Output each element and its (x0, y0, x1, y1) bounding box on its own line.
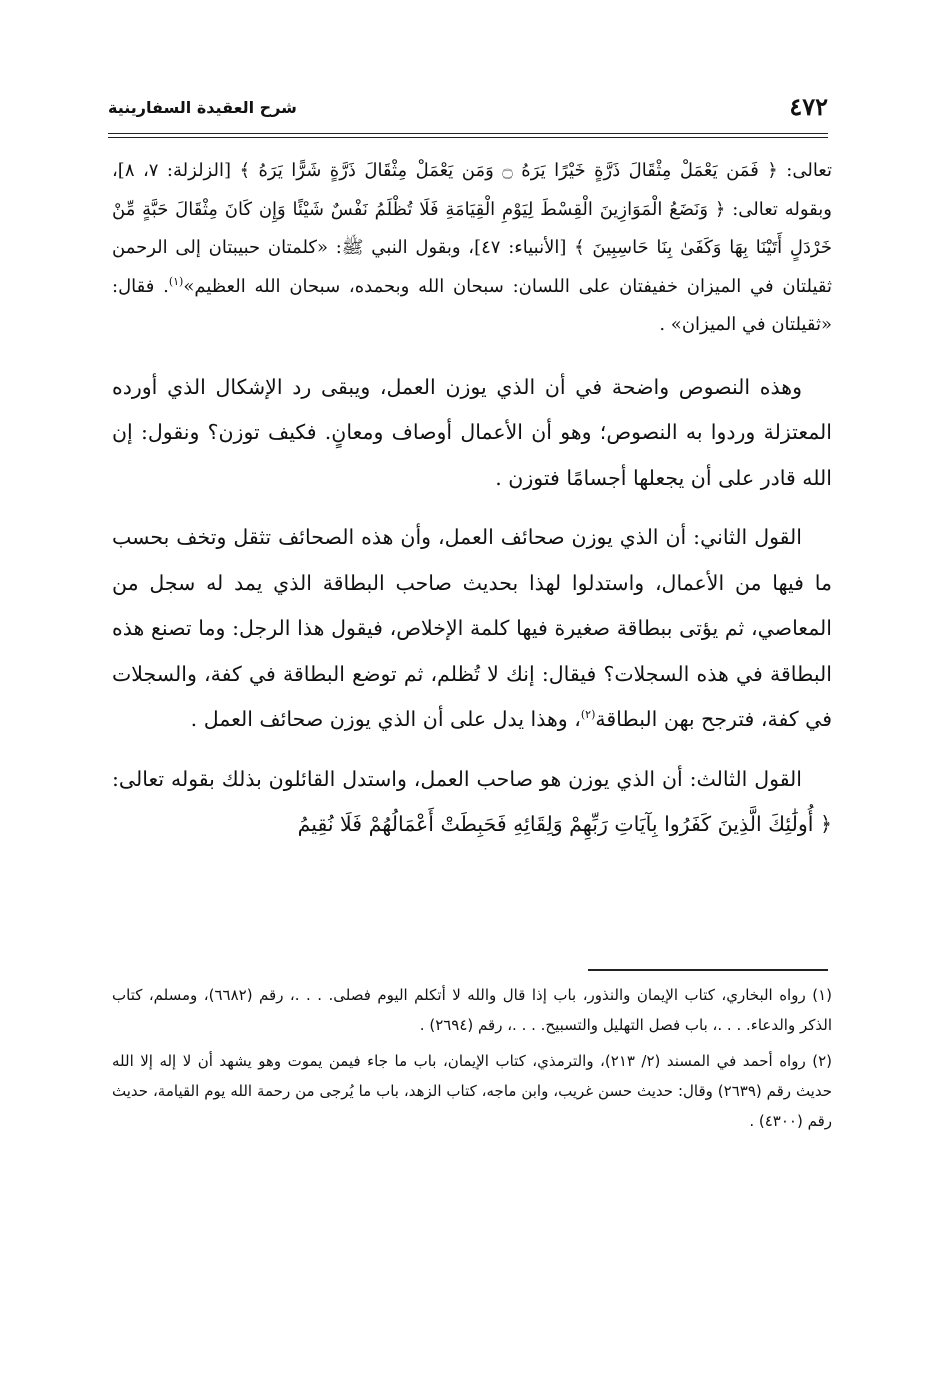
page-number: ٤٧٢ (789, 92, 828, 121)
footnote-2: (٢) رواه أحمد في المسند (٢/ ٢١٣)، والترمذي، كتاب الإيمان، باب ما جاء فيمن يموت وهو يشهد أن لا إله إلا الله حديث رقم (٢٦٣٩) وقال: حديث حسن غريب، وابن ماجه، كتاب الزهد، باب ما يُرجى من رحمة الله يوم القيامة، حديث رقم (٤٣٠٠) . (112, 1052, 832, 1130)
footnote-separator (588, 969, 828, 971)
page-header (108, 92, 828, 132)
footnotes (112, 980, 832, 1142)
header-rule-thin (108, 137, 828, 138)
paragraph-mutazila-objection: وهذه النصوص واضحة في أن الذي يوزن العمل، ويبقى رد الإشكال الذي أورده المعتزلة وردوا به النصوص؛ وهو أن الأعمال أوصاف ومعانٍ. فكيف توزن؟ ونقول: إن الله قادر على أن يجعلها أجسامًا فتوزن . (112, 374, 832, 490)
footnote-ref-2[interactable]: (٢) (580, 708, 596, 722)
paragraph-second-opinion: القول الثاني: أن الذي يوزن صحائف العمل، وأن هذه الصحائف تثقل وتخف بحسب ما فيها من الأعمال، واستدلوا لهذا بحديث صاحب البطاقة الذي يمد له سجل من المعاصي، ثم يؤتى ببطاقة صغيرة فيها كلمة الإخلاص، فيقول هذا الرجل: وما تصنع هذه البطاقة في هذه السجلات؟ فيقال: إنك لا تُظلم، ثم توضع البطاقة في كفة، والسجلات في كفة، فترجح بهن البطاقة$^{(٢)}$، وهذا يدل على أن الذي يوزن صحائف العمل . (112, 525, 832, 731)
paragraph-third-opinion: القول الثالث: أن الذي يوزن هو صاحب العمل، واستدل القائلون بذلك بقوله تعالى: ﴿ أُولَٰئِكَ الَّذِينَ كَفَرُوا بِآيَاتِ رَبِّهِمْ وَلِقَائِهِ فَحَبِطَتْ أَعْمَالُهُمْ فَلَا نُقِيمُ (112, 766, 832, 836)
footnote-1: (١) رواه البخاري، كتاب الإيمان والنذور، باب إذا قال والله لا أتكلم اليوم فصلى. . . .، رقم (٦٦٨٢)، ومسلم، كتاب الذكر والدعاء. . . .، باب فصل التهليل والتسبيح. . . .، رقم (٢٦٩٤) . (112, 986, 832, 1034)
paragraph-verses-and-hadith: تعالى: ﴿ فَمَن يَعْمَلْ مِثْقَالَ ذَرَّةٍ خَيْرًا يَرَهُ ۝ وَمَن يَعْمَلْ مِثْقَالَ ذَرَّةٍ شَرًّا يَرَهُ ﴾ [الزلزلة: ٧، ٨]، وبقوله تعالى: ﴿ وَنَضَعُ الْمَوَازِينَ الْقِسْطَ لِيَوْمِ الْقِيَامَةِ فَلَا تُظْلَمُ نَفْسٌ شَيْئًا وَإِن كَانَ مِثْقَالَ حَبَّةٍ مِّنْ خَرْدَلٍ أَتَيْنَا بِهَا وَكَفَىٰ بِنَا حَاسِبِينَ ﴾ [الأنبياء: ٤٧]، وبقول النبي ﷺ: «كلمتان حبيبتان إلى الرحمن ثقيلتان في الميزان خفيفتان على اللسان: سبحان الله وبحمده، سبحان الله العظيم»$^{(١)}$. فقال: «ثقيلتان في الميزان» . (112, 160, 832, 335)
running-title: شرح العقيدة السفارينية (108, 98, 297, 117)
footnote-ref-1[interactable]: (١) (168, 274, 184, 288)
main-text (112, 152, 832, 848)
header-rule (108, 133, 828, 134)
